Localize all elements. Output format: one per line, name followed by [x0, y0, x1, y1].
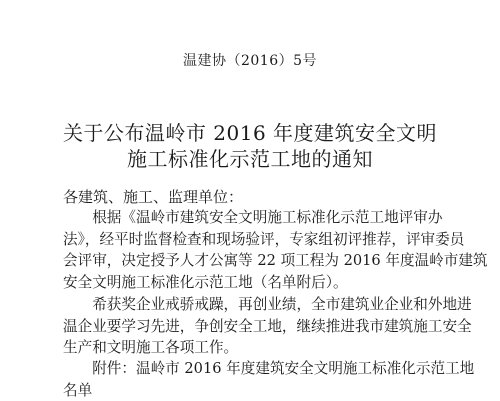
paragraph-line: 法》，经平时监督检查和现场验评，专家组初评推荐，评审委员 [63, 229, 463, 251]
paragraph-line: 附件：温岭市 2016 年度建筑安全文明施工标准化示范工地 [63, 358, 463, 380]
paragraph-attachment [63, 358, 463, 401]
paragraph-line: 会评审，决定授予人才公寓等 22 项工程为 2016 年度温岭市建筑 [63, 250, 463, 272]
document-title-line-2: 施工标准化示范工地的通知 [0, 147, 500, 171]
paragraph-line: 希获奖企业戒骄戒躁，再创业绩，全市建筑业企业和外地进 [63, 294, 463, 316]
salutation: 各建筑、施工、监理单位： [63, 188, 243, 206]
document-number: 温建协（2016）5号 [0, 50, 500, 70]
paragraph-line: 安全文明施工标准化示范工地（名单附后）。 [63, 272, 463, 294]
paragraph-line: 名单 [63, 380, 463, 401]
paragraph-encouragement [63, 294, 463, 359]
paragraph-line: 生产和文明施工各项工作。 [63, 337, 463, 359]
document-title-line-1: 关于公布温岭市 2016 年度建筑安全文明 [0, 121, 500, 145]
paragraph-award-decision [63, 207, 463, 293]
paragraph-line: 根据《温岭市建筑安全文明施工标准化示范工地评审办 [63, 207, 463, 229]
paragraph-line: 温企业要学习先进，争创安全工地，继续推进我市建筑施工安全 [63, 316, 463, 338]
